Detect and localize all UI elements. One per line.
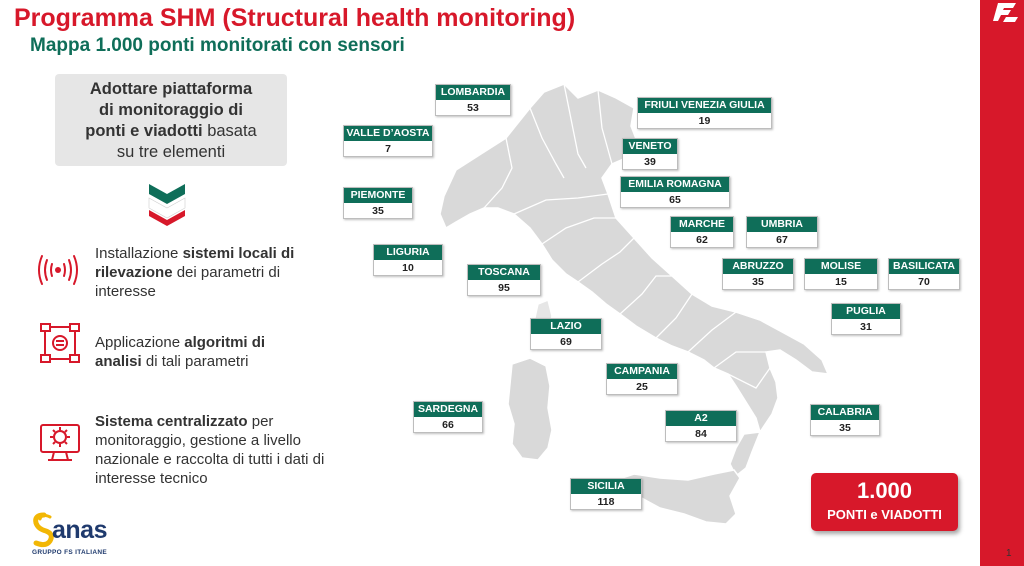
region-name: VENETO	[623, 139, 677, 154]
intro-line-3-rest: basata	[202, 122, 257, 140]
region-value: 35	[839, 422, 851, 434]
feature-2-bold: algoritmi di analisi	[95, 334, 266, 370]
feature-1-bold: sistemi locali di rilevazione	[95, 245, 295, 281]
region-label-a2	[665, 410, 737, 442]
region-label-umbria	[746, 216, 818, 248]
region-label-sardegna	[413, 401, 483, 433]
total-badge	[811, 473, 958, 531]
feature-1-pre: Installazione	[95, 245, 183, 262]
region-name: LOMBARDIA	[436, 85, 510, 100]
region-label-veneto	[622, 138, 678, 170]
region-label-campania	[606, 363, 678, 395]
region-value: 69	[560, 336, 572, 348]
algorithm-flowchart-icon	[38, 321, 82, 365]
region-label-liguria	[373, 244, 443, 276]
region-name: PIEMONTE	[344, 188, 412, 203]
brand-side-bar	[980, 0, 1024, 566]
feature-1-text	[95, 244, 300, 301]
region-label-sicilia	[570, 478, 642, 510]
region-value: 84	[695, 428, 707, 440]
feature-1-post: dei parametri di interesse	[95, 264, 281, 300]
region-name: LAZIO	[531, 319, 601, 334]
region-value: 35	[752, 276, 764, 288]
sensor-waves-icon	[36, 248, 80, 292]
feature-3-post: per monitoraggio, gestione a livello nazionale e raccolta di tutti i dati di interesse tecnico	[95, 413, 325, 487]
region-label-calabria	[810, 404, 880, 436]
region-value: 67	[776, 234, 788, 246]
feature-3-text	[95, 412, 330, 488]
region-label-lombardia	[435, 84, 511, 116]
region-name: ABRUZZO	[723, 259, 793, 274]
page-number: 1	[1006, 548, 1012, 559]
region-name: EMILIA ROMAGNA	[621, 177, 729, 192]
region-name: A2	[666, 411, 736, 426]
region-name: VALLE D’AOSTA	[344, 126, 432, 141]
region-value: 62	[696, 234, 708, 246]
page-subtitle: Mappa 1.000 ponti monitorati con sensori	[30, 35, 405, 56]
feature-3-bold: Sistema centralizzato	[95, 413, 248, 430]
fs-logo-icon	[990, 0, 1022, 28]
region-value: 95	[498, 282, 510, 294]
region-label-friuli	[637, 97, 772, 129]
region-label-piemonte	[343, 187, 413, 219]
region-name: LIGURIA	[374, 245, 442, 260]
region-value: 7	[385, 143, 391, 155]
region-name: TOSCANA	[468, 265, 540, 280]
region-label-toscana	[467, 264, 541, 296]
central-system-monitor-icon	[38, 420, 82, 464]
region-name: MARCHE	[671, 217, 733, 232]
region-value: 25	[636, 381, 648, 393]
region-label-abruzzo	[722, 258, 794, 290]
region-value: 66	[442, 419, 454, 431]
total-number: 1.000	[856, 478, 913, 503]
region-name: PUGLIA	[832, 304, 900, 319]
region-label-lazio	[530, 318, 602, 350]
region-value: 19	[698, 115, 711, 127]
region-name: MOLISE	[805, 259, 877, 274]
region-value: 70	[918, 276, 930, 288]
region-value: 53	[467, 102, 479, 114]
region-label-marche	[670, 216, 734, 248]
intro-line-2: di monitoraggio di	[99, 101, 243, 119]
intro-box	[55, 74, 287, 166]
region-name: UMBRIA	[747, 217, 817, 232]
total-text: PONTI e VIADOTTI	[827, 507, 942, 522]
region-label-molise	[804, 258, 878, 290]
chevron-down-icon	[147, 182, 187, 226]
intro-line-4: su tre elementi	[116, 143, 226, 161]
intro-line-1: Adottare piattaforma	[89, 80, 253, 98]
region-value: 10	[402, 262, 414, 274]
region-value: 31	[860, 321, 872, 333]
region-name: FRIULI VENEZIA GIULIA	[638, 98, 771, 113]
feature-2-pre: Applicazione	[95, 334, 185, 351]
region-value: 118	[597, 496, 615, 508]
region-label-emilia-romagna	[620, 176, 730, 208]
region-name: CALABRIA	[811, 405, 879, 420]
anas-logo-sub: GRUPPO FS ITALIANE	[32, 549, 107, 556]
region-value: 35	[372, 205, 384, 217]
anas-logo-word: anas	[52, 516, 107, 544]
region-value: 39	[644, 156, 656, 168]
feature-2-text	[95, 333, 305, 371]
region-name: SICILIA	[571, 479, 641, 494]
region-name: CAMPANIA	[607, 364, 677, 379]
region-name: BASILICATA	[889, 259, 959, 274]
feature-2-post: di tali parametri	[141, 353, 249, 370]
region-label-puglia	[831, 303, 901, 335]
intro-line-3-bold: ponti e viadotti	[85, 122, 203, 140]
region-label-valle-daosta	[343, 125, 433, 157]
region-label-basilicata	[888, 258, 960, 290]
region-name: SARDEGNA	[414, 402, 482, 417]
page-title: Programma SHM (Structural health monitoring)	[14, 4, 576, 32]
region-value: 15	[835, 276, 847, 288]
region-value: 65	[669, 194, 681, 206]
